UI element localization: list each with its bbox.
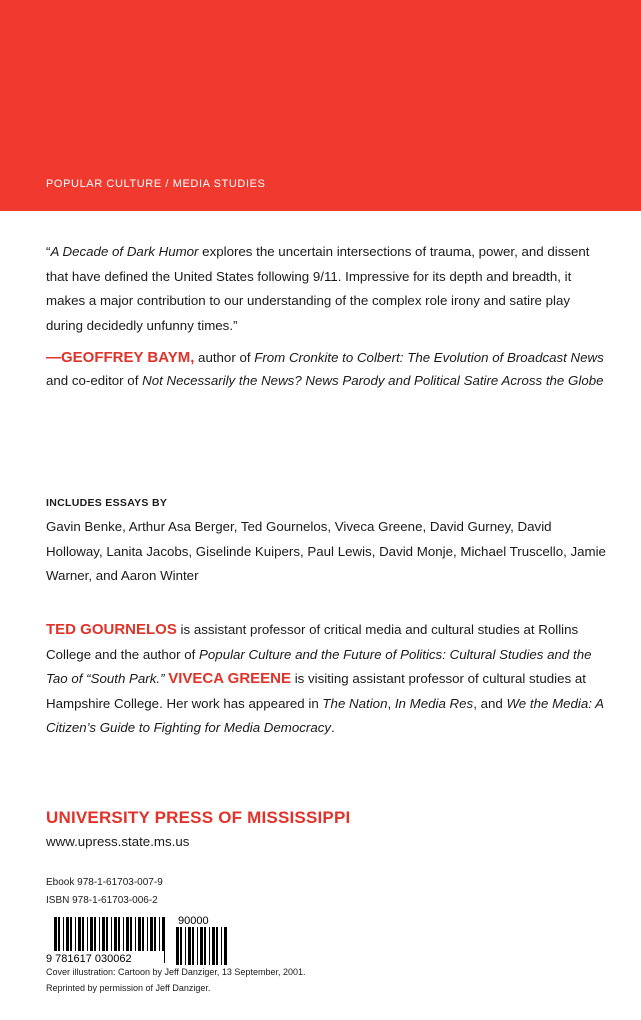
price-code: 90000 [178, 915, 209, 927]
bio-name-2: VIVECA GREENE [168, 670, 292, 687]
editor-bios [46, 618, 616, 741]
quote-open-mark: “ [46, 244, 51, 259]
bio-title-2: The Nation [322, 695, 388, 711]
barcode-bar [200, 927, 203, 965]
category-label: POPULAR CULTURE / MEDIA STUDIES [46, 178, 266, 190]
bio-sep-1: , [387, 695, 395, 711]
bio-text-2: is visiting assistant professor of cultural studies at Hampshire College. Her work has appeared in [46, 671, 586, 711]
barcode-digits: 9 781617 030062 [46, 953, 132, 965]
barcode-bar [197, 927, 198, 965]
barcode-bar [188, 927, 191, 965]
bio-end: . [331, 720, 335, 735]
barcode-bar [209, 927, 210, 965]
bio-name-1: TED GOURNELOS [46, 621, 177, 638]
cover-credit-line-2: Reprinted by permission of Jeff Danziger. [46, 983, 211, 993]
barcode-bar [176, 927, 179, 965]
bio-title-3: In Media Res [394, 695, 474, 711]
essays-heading: INCLUDES ESSAYS BY [46, 497, 168, 509]
bio-sep-2: , and [473, 695, 507, 711]
attribution-text-2: and co-editor of [46, 372, 143, 388]
cover-credit-line-1: Cover illustration: Cartoon by Jeff Danziger, 13 September, 2001. [46, 967, 306, 977]
blurb-quote [46, 240, 606, 338]
publisher-website[interactable]: www.upress.state.ms.us [46, 834, 190, 849]
barcode-bar [180, 927, 182, 965]
essays-contributors: Gavin Benke, Arthur Asa Berger, Ted Gournelos, Viveca Greene, David Gurney, David Holloway, Lanita Jacobs, Giselinde Kuipers, Paul Lewis, David Monje, Michael Truscello, Jamie Warner, and Aaron Winter [46, 519, 606, 583]
attribution-name: —GEOFFREY BAYM, [46, 349, 195, 366]
barcode-bar [216, 927, 218, 965]
isbn-number: ISBN 978-1-61703-006-2 [46, 895, 158, 906]
attribution-text-1: author of [194, 350, 255, 365]
price-code-bars [176, 927, 227, 965]
barcode-bar [204, 927, 206, 965]
quote-text: explores the uncertain intersections of trauma, power, and dissent that have defined the United States following 9/11. Impressive for its depth and breadth, it makes a major contribution to our understanding of the complex role irony and satire play during decidedly unfunny times.” [46, 244, 590, 333]
barcode-bar [192, 927, 194, 965]
isbn-barcode [46, 915, 246, 965]
barcode-bar [221, 927, 222, 965]
quote-book-title: A Decade of Dark Humor [50, 244, 199, 259]
publisher-name: UNIVERSITY PRESS OF MISSISSIPPI [46, 808, 351, 827]
blurb-attribution [46, 347, 606, 392]
barcode-bar [212, 927, 215, 965]
barcode-bar [185, 927, 186, 965]
bio-title-1: Popular Culture and the Future of Politics: Cultural Studies and the Tao of “South Park.” [46, 646, 592, 686]
bio-title-4: We the Media: A Citizen’s Guide to Fighting for Media Democracy [46, 695, 604, 735]
ebook-number: Ebook 978-1-61703-007-9 [46, 877, 163, 888]
attribution-title-1: From Cronkite to Colbert: The Evolution of Broadcast News [254, 350, 604, 365]
attribution-title-2: Not Necessarily the News? News Parody and Political Satire Across the Globe [142, 372, 604, 388]
bio-text-1: is assistant professor of critical media and cultural studies at Rollins College and the author of [46, 622, 579, 662]
barcode-bar [224, 927, 227, 965]
